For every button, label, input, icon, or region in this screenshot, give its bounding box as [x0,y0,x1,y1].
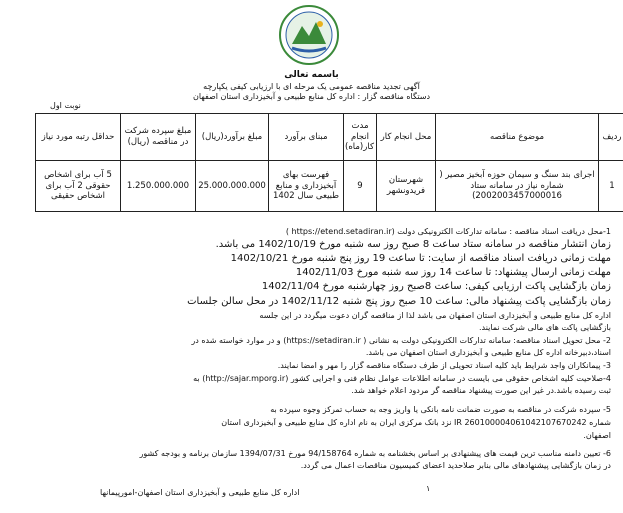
header-estimate: مبلغ برآورد(ریال) [196,114,269,161]
cell-no: 1 [599,161,623,212]
qualification-line: 4-صلاحیت کلیه اشخاص حقوقی می بایست در سامانه اطلاعات عوامل نظام فنی و اجرایی کشور (http://sajar.mporg.ir) به [193,374,611,383]
price-range-line-2: در زمان بازگشایی پیشنهادهای مالی بنابر صلاحدید اعضای کمیسیون مناقصات اعمال می گردد. [300,461,611,470]
signature-line: اداره کل منابع طبیعی و آبخیزداری استان اصفهان-امورپیمانها [100,488,300,497]
download-deadline-line: مهلت زمانی دریافت اسناد مناقصه از سایت: تا ساعت 19 روز پنج شنبه مورخ 1402/10/21 [230,253,611,264]
invitation-line: اداره کل منابع طبیعی و آبخیزداری استان اصفهان می باشد لذا از مناقصه گران دعوت میگردد در این جلسه [259,311,611,320]
header-basis: مبنای برآورد [269,114,344,161]
deposit-account-line: شماره IR 260100004061042107670242 نزد بانک مرکزی ایران به نام اداره کل منابع طبیعی و آبخیزداری استان [221,418,611,427]
header-duration: مدت انجام کار(ماه) [344,114,377,161]
quality-opening-line: زمان بازگشایی پاکت ارزیابی کیفی: ساعت 8صبح روز چهارشنبه مورخ 1402/11/04 [261,281,611,292]
sign-documents-line: 3- پیمانکاران واجد شرایط باید کلیه اسناد تحویلی از طرف دستگاه مناقصه گزار را مهر و امضا نمایند. [277,361,611,370]
submit-deadline-line: مهلت زمانی ارسال پیشنهاد: تا ساعت 14 روز سه شنبه مورخ 1402/11/03 [295,267,611,278]
delivery-place-line: 2- محل تحویل اسناد مناقصه: سامانه تدارکات الکترونیکی دولت به نشانی ( https://setadiran.ir) و در موارد خواسته شده در [191,336,611,345]
deposit-line-3: اصفهان. [583,431,611,440]
page-number: ۱ [426,484,431,493]
organization-logo [278,4,340,66]
header-subject: موضوع مناقصه [436,114,599,161]
document-title: باسمه تعالی [284,70,339,80]
invitation-line-2: بازگشایی پاکت های مالی شرکت نمایند. [478,323,611,332]
header-location: محل انجام کار [377,114,436,161]
publish-time-line: زمان انتشار مناقصه در سامانه ستاد ساعت 8 صبح روز سه شنبه مورخ 1402/10/19 می باشد. [215,239,611,250]
financial-opening-line: زمان بازگشایی پاکت پیشنهاد مالی: ساعت 10 صبح روز پنج شنبه 1402/11/12 در محل سالن جلسات [187,296,611,307]
cell-basis: فهرست بهای آبخیزداری و منابع طبیعی سال 1402 [269,161,344,212]
document-subtitle: آگهی تجدید مناقصه عمومی یک مرحله ای با ارزیابی کیفی یکپارچه [203,82,420,91]
table-header-row [36,114,623,161]
cell-duration: 9 [344,161,377,212]
tender-table [35,113,623,212]
qualification-line-2: ثبت رسیده باشد.در غیر این صورت پیشنهاد مناقصه گر مردود اعلام خواهد شد. [351,386,611,395]
header-grade: حداقل رتبه مورد نیاز [36,114,121,161]
cell-deposit: 1.250.000.000 [121,161,196,212]
deposit-line: 5- سپرده شرکت در مناقصه به صورت ضمانت نامه بانکی یا واریز وجه به حساب تمرکز وجوه سپرده به [270,405,611,414]
cell-estimate: 25.000.000.000 [196,161,269,212]
delivery-place-line-2: اسناد،دبیرخانه اداره کل منابع طبیعی و آبخیزداری استان اصفهان می باشد. [365,348,611,357]
table-row [36,161,623,212]
header-deposit: مبلغ سپرده شرکت در مناقصه (ریال) [121,114,196,161]
round-label: نوبت اول [50,101,81,110]
doc-source-line: 1-محل دریافت اسناد مناقصه : سامانه تدارکات الکترونیکی دولت (https://etend.setadiran.ir ) [285,227,611,236]
cell-subject: اجرای بند سنگ و سیمان حوزه آبخیز مصیر ( شماره نیاز در سامانه ستاد 2002003457000016) [436,161,599,212]
cell-location: شهرستان فریدونشهر [377,161,436,212]
cell-grade: 5 آب برای اشخاص حقوقی 2 آب برای اشخاص حقیقی [36,161,121,212]
price-range-line: 6- تعیین دامنه مناسب ترین قیمت های پیشنهادی بر اساس بخشنامه به شماره 94/158764 مورخ 1394/07/31 سازمان برنامه و بودجه کشور [139,449,611,458]
header-no: ردیف [599,114,623,161]
organizer-line: دستگاه مناقصه گزار : اداره کل منابع طبیعی و آبخیزداری استان اصفهان [192,92,431,101]
